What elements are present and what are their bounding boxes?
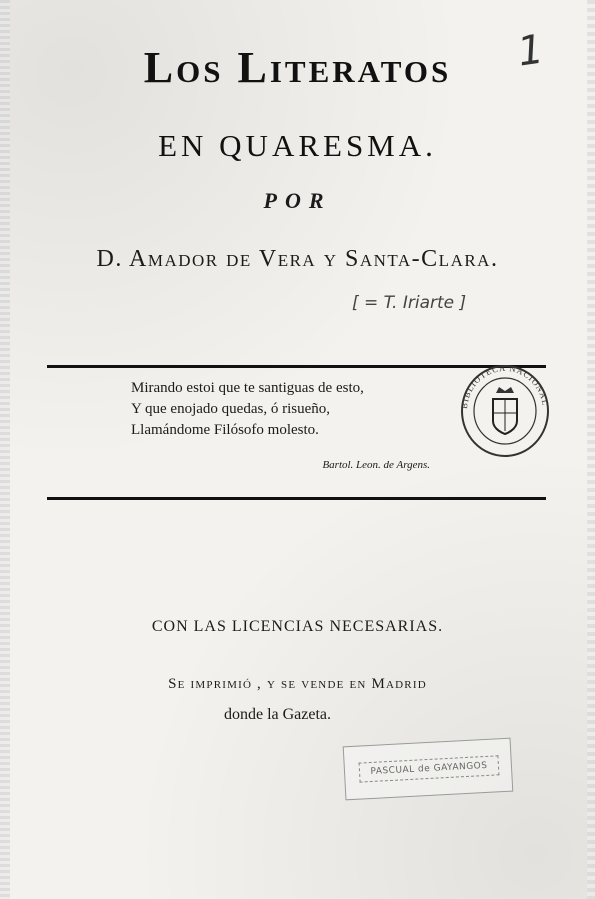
owner-stamp	[343, 738, 514, 801]
author-name: D. Amador de Vera y Santa-Clara.	[96, 246, 499, 272]
epigraph	[131, 378, 431, 441]
epigraph-line: Mirando estoi que te santiguas de esto,	[131, 380, 364, 396]
handwritten-shelf-number: 1	[514, 26, 547, 76]
byline: POR	[263, 188, 332, 213]
bottom-rule	[47, 497, 546, 500]
imprint-line-2: donde la Gazeta.	[223, 706, 332, 723]
imprint-line-1: Se imprimió , y se vende en Madrid	[168, 676, 427, 692]
library-stamp	[459, 363, 551, 459]
licence-statement: CON LAS LICENCIAS NECESARIAS.	[151, 618, 444, 635]
title-line-1: Los Literatos	[143, 43, 452, 92]
handwritten-bracket-note: [ = T. Iriarte ]	[352, 293, 467, 313]
epigraph-line: Llamándome Filósofo molesto.	[131, 422, 319, 438]
owner-stamp-text: PASCUAL de GAYANGOS	[359, 755, 500, 782]
epigraph-attribution: Bartol. Leon. de Argens.	[322, 459, 430, 471]
epigraph-line: Y que enojado quedas, ó risueño,	[131, 401, 330, 417]
library-stamp-text: BIBLIOTECA NACIONAL	[459, 363, 551, 410]
title-line-2: EN QUARESMA.	[158, 128, 437, 163]
